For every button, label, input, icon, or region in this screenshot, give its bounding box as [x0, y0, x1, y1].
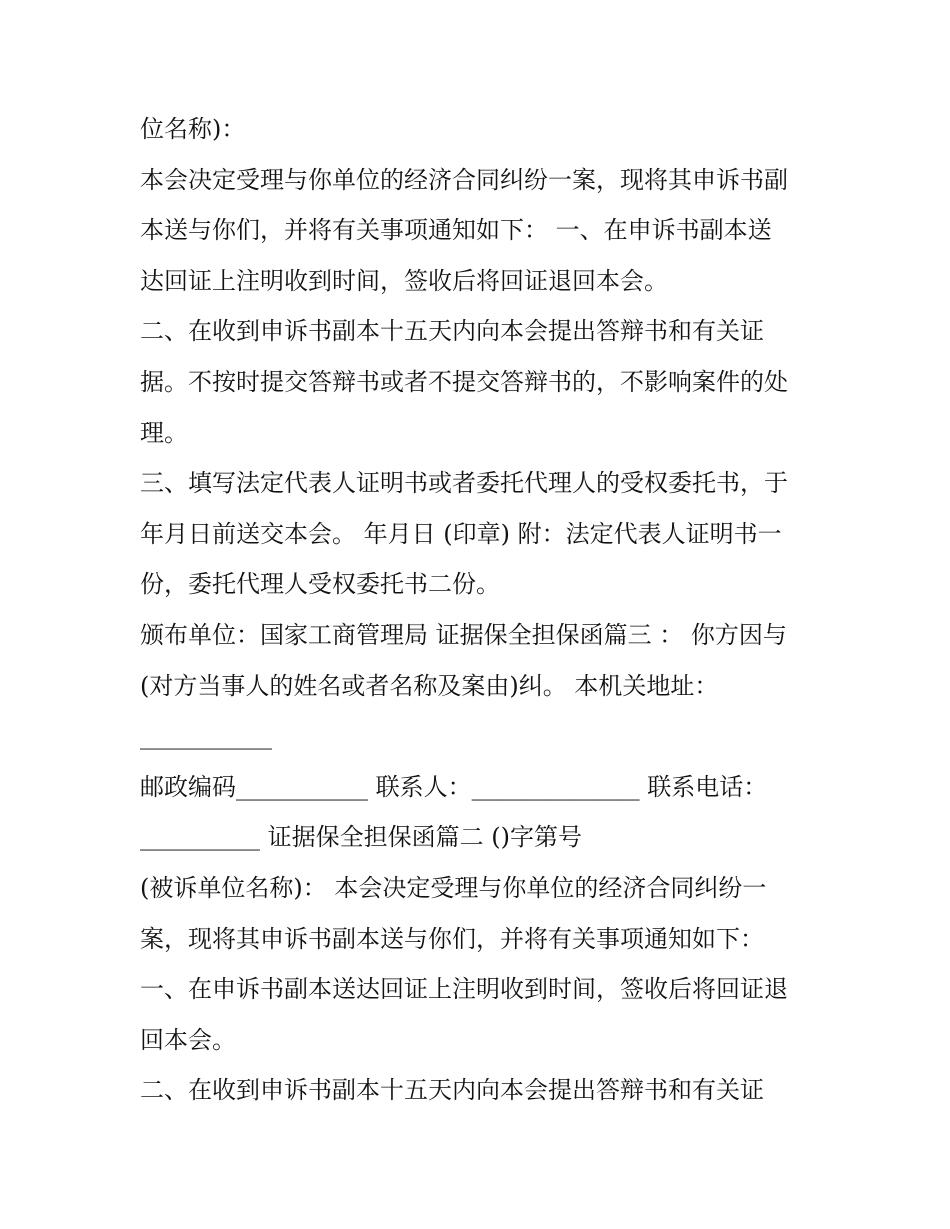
- text-line: 回本会。: [140, 1025, 236, 1054]
- text-line: 一、在申诉书副本送达回证上注明收到时间，签收后将回证退: [140, 975, 788, 1004]
- text-line: 案，现将其申诉书副本送与你们，并将有关事项通知如下：: [140, 924, 764, 953]
- text-line: 年月日前送交本会。 年月日 (印章) 附：法定代表人证明书一: [140, 519, 782, 548]
- text-line: 理。: [140, 418, 188, 447]
- blank-line: ___________: [140, 722, 272, 751]
- text-line: 二、在收到申诉书副本十五天内向本会提出答辩书和有关证: [140, 317, 764, 346]
- text-line: (对方当事人的姓名或者名称及案由)纠。 本机关地址：: [140, 671, 719, 700]
- text-line: (被诉单位名称)： 本会决定受理与你单位的经济合同纠纷一: [140, 873, 767, 902]
- text-line: 二、在收到申诉书副本十五天内向本会提出答辩书和有关证: [140, 1076, 764, 1105]
- text-line: 达回证上注明收到时间，签收后将回证退回本会。: [140, 266, 668, 295]
- text-line: 本送与你们，并将有关事项通知如下： 一、在申诉书副本送: [140, 216, 772, 245]
- text-line: 三、填写法定代表人证明书或者委托代理人的受权委托书，于: [140, 469, 788, 498]
- text-line: 位名称)：: [140, 115, 246, 143]
- text-line: 份，委托代理人受权委托书二份。: [140, 570, 500, 599]
- text-line: 邮政编码___________ 联系人：______________ 联系电话：: [140, 772, 768, 801]
- document-body: [140, 104, 820, 1116]
- text-line: 颁布单位：国家工商管理局 证据保全担保函篇三 ： 你方因与: [140, 620, 787, 649]
- text-line: 据。不按时提交答辩书或者不提交答辩书的，不影响案件的处: [140, 367, 788, 396]
- text-line: __________ 证据保全担保函篇二 ()字第号: [140, 823, 582, 852]
- text-line: 本会决定受理与你单位的经济合同纠纷一案，现将其申诉书副: [140, 165, 788, 194]
